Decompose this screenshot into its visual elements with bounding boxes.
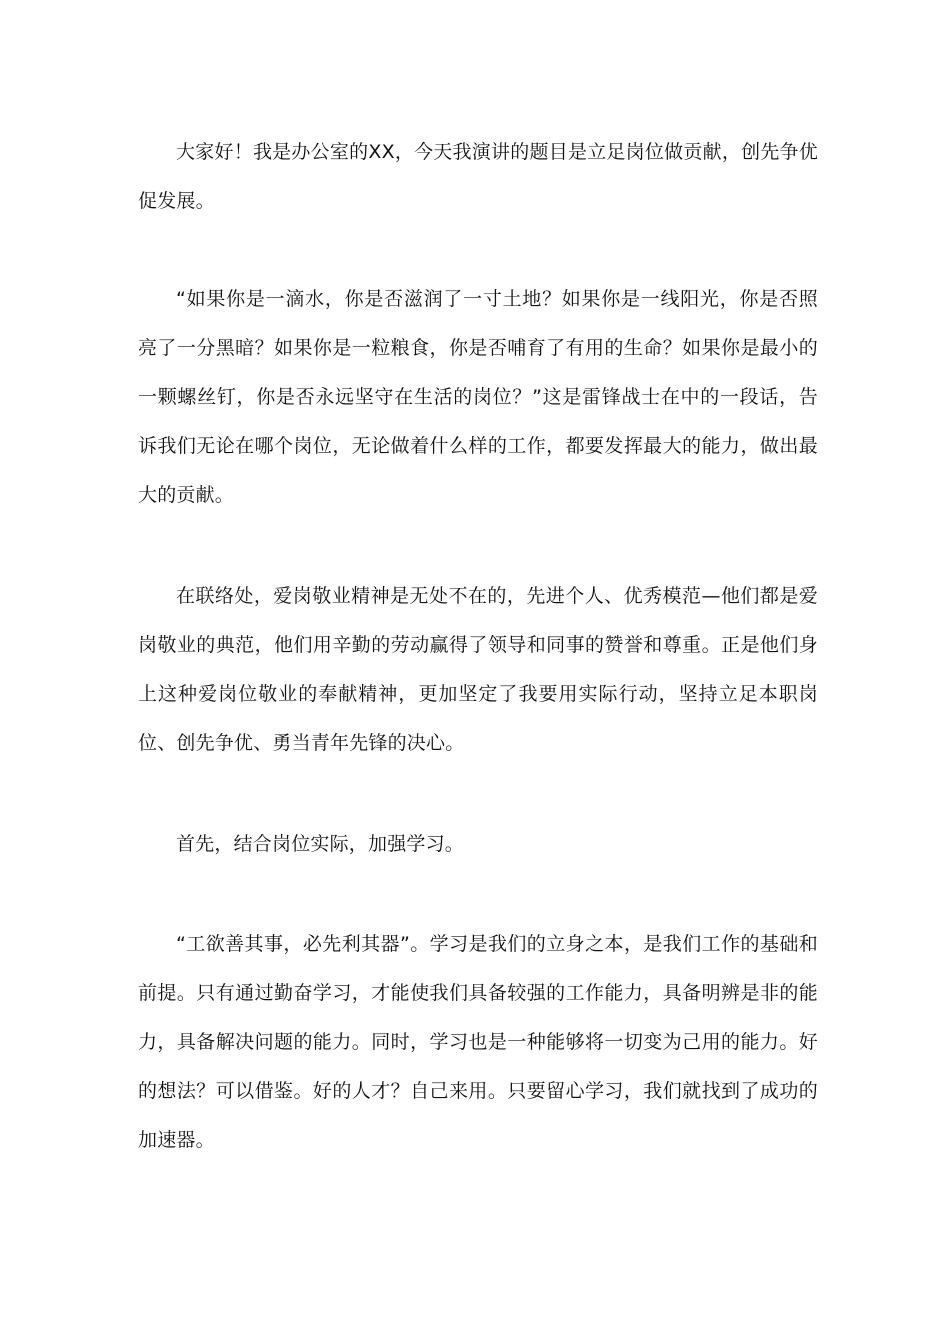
paragraph-greeting: 大家好！我是办公室的XX，今天我演讲的题目是立足岗位做贡献，创先争优促发展。 <box>138 141 818 212</box>
paragraph-learning: “工欲善其事，必先利其器”。学习是我们的立身之本，是我们工作的基础和前提。只有通过勤奋学习，才能使我们具备较强的工作能力，具备明辨是非的能力，具备解决问题的能力。同时，学习也是一种能够将一切变为己用的能力。好的想法？可以借鉴。好的人才？自己来用。只要留心学习，我们就找到了成功的加速器。 <box>138 933 818 1151</box>
paragraph-liaison-office: 在联络处，爱岗敬业精神是无处不在的，先进个人、优秀模范—他们都是爱岗敬业的典范，他们用辛勤的劳动赢得了领导和同事的赞誉和尊重。正是他们身上这种爱岗位敬业的奉献精神，更加坚定了我要用实际行动，坚持立足本职岗位、创先争优、勇当青年先锋的决心。 <box>138 585 818 754</box>
paragraph-quote-drop-of-water: “如果你是一滴水，你是否滋润了一寸土地？如果你是一线阳光，你是否照亮了一分黑暗？如果你是一粒粮食，你是否哺育了有用的生命？如果你是最小的一颗螺丝钉，你是否永远坚守在生活的岗位？”这是雷锋战士在中的一段话，告诉我们无论在哪个岗位，无论做着什么样的工作，都要发挥最大的能力，做出最大的贡献。 <box>138 288 818 506</box>
paragraph-first-point: 首先，结合岗位实际，加强学习。 <box>176 833 465 855</box>
